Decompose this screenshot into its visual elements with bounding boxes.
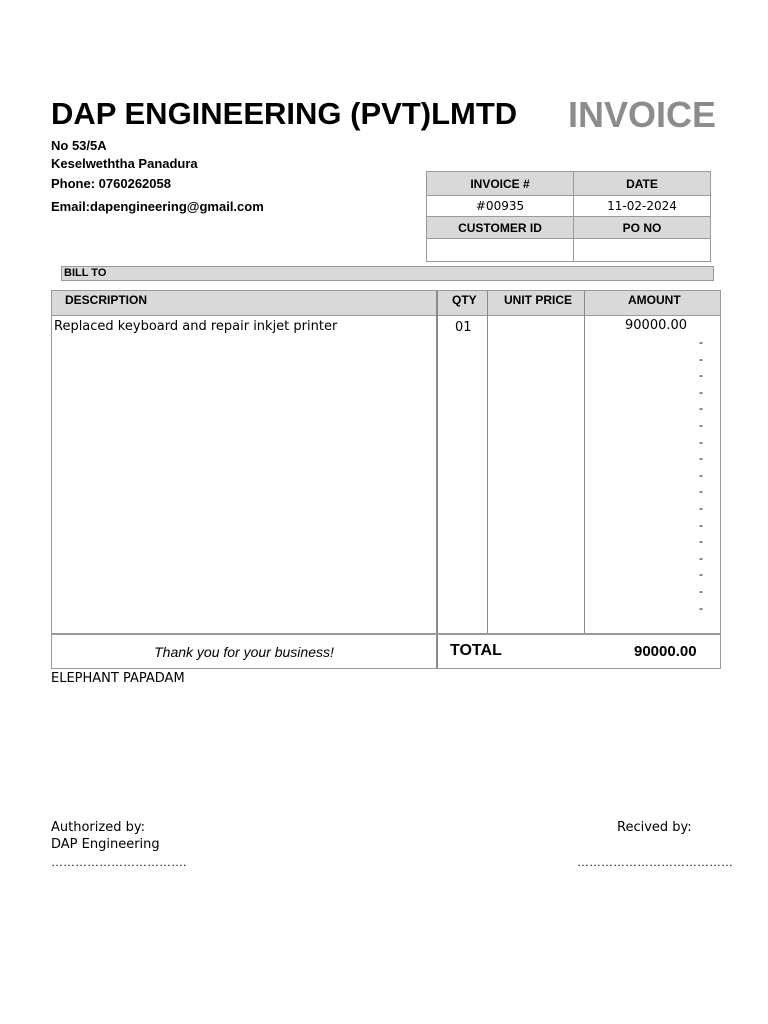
empty-amount-marker: - [699,584,703,598]
thank-you-message: Thank you for your business! [154,644,334,660]
footer-divider [52,633,720,635]
bill-to-label: BILL TO [61,266,714,281]
empty-amount-marker: - [699,418,703,432]
empty-amount-marker: - [699,600,703,615]
total-value: 90000.00 [634,643,697,660]
empty-amount-marker: - [699,384,703,399]
column-divider [584,291,585,633]
authorized-signature-line: ……………………………. [51,855,187,869]
column-divider [436,291,438,668]
empty-amount-marker: - [699,501,703,515]
address-line-1: No 53/5A [51,138,107,153]
items-table [51,290,721,669]
empty-amount-marker: - [699,567,703,582]
empty-amount-marker: - [699,351,703,366]
received-by-label: Recived by: [617,820,692,835]
empty-amount-marker: - [699,335,703,349]
company-name: DAP ENGINEERING (PVT)LMTD [51,96,518,131]
note-text: ELEPHANT PAPADAM [51,671,185,686]
authorized-by-label: Authorized by: [51,820,145,835]
authorized-by-name: DAP Engineering [51,837,160,852]
company-email: Email:dapengineering@gmail.com [51,199,264,214]
header-amount: AMOUNT [628,293,681,307]
row-qty: 01 [455,320,472,335]
date-header: DATE [574,172,710,196]
header-unit-price: UNIT PRICE [504,293,573,307]
empty-amount-marker: - [699,517,703,532]
company-phone: Phone: 0760262058 [51,176,171,191]
invoice-meta-table [426,171,711,262]
address-line-2: Keselweththa Panadura [51,156,198,171]
customer-id-value [427,239,574,261]
empty-amount-marker: - [699,368,703,383]
total-label: TOTAL [450,642,502,659]
empty-amount-marker: - [699,534,703,549]
header-qty: QTY [452,293,477,307]
received-signature-line: ………………………………… [577,855,733,869]
po-number-header: PO NO [574,217,710,239]
invoice-number-value: #00935 [427,196,574,217]
invoice-number-header: INVOICE # [427,172,574,196]
po-number-value [574,239,710,261]
empty-amount-marker: - [699,434,703,449]
row-description: Replaced keyboard and repair inkjet printer [54,319,338,334]
empty-amount-marker: - [699,451,703,466]
empty-amount-marker: - [699,467,703,482]
column-divider [487,291,488,633]
items-header-row [52,291,720,316]
date-value: 11-02-2024 [574,196,710,217]
customer-id-header: CUSTOMER ID [427,217,574,239]
empty-amount-marker: - [699,484,703,499]
empty-amount-marker: - [699,550,703,565]
document-title: INVOICE [568,94,717,135]
row-amount: 90000.00 [625,318,688,333]
header-description: DESCRIPTION [65,293,148,307]
empty-amount-marker: - [699,401,703,416]
